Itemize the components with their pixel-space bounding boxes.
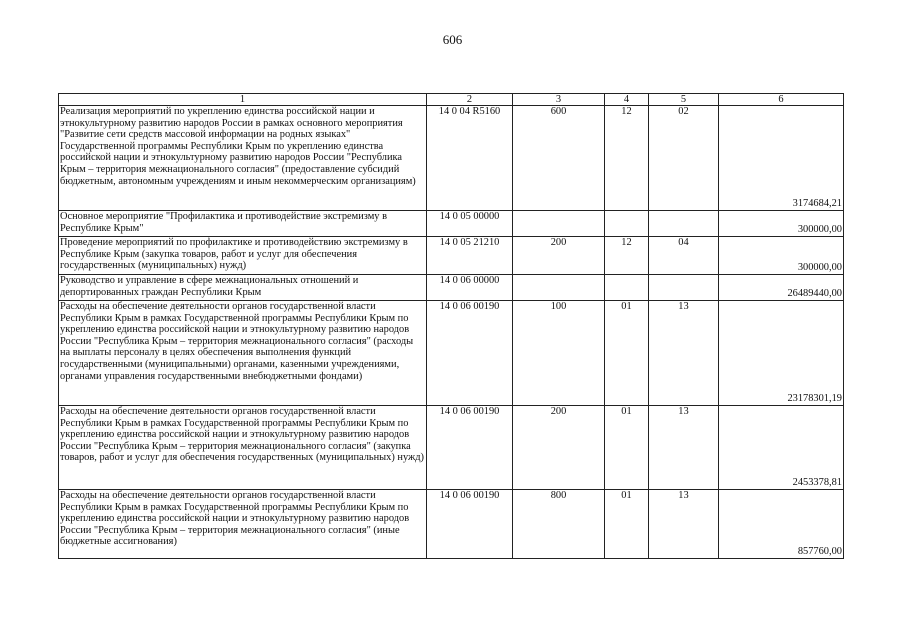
column-header-2: 2	[427, 94, 513, 106]
row-amount: 300000,00	[719, 237, 844, 275]
row-subsection: 02	[649, 106, 719, 211]
row-expense-type: 200	[513, 406, 605, 490]
row-name: Расходы на обеспечение деятельности органов государственной власти Республики Крым в рамках Государственной программы Республики Крым по укреплению единства российской нации и этнокультурному развитию народов России "Республика Крым – территория межнационального согласия" (расходы на выплаты персоналу в целях обеспечения выполнения функций государственными (муниципальными) органами, казенными учреждениями, органами управления государственными внебюджетными фондами)	[59, 301, 427, 406]
row-name: Проведение мероприятий по профилактике и противодействию экстремизму в Республике Крым (закупка товаров, работ и услуг для обеспечения государственных (муниципальных) нужд)	[59, 237, 427, 275]
row-subsection: 13	[649, 490, 719, 559]
row-subsection: 13	[649, 406, 719, 490]
row-section	[605, 211, 649, 237]
table-row	[59, 106, 844, 211]
row-target-code: 14 0 05 00000	[427, 211, 513, 237]
table-row	[59, 490, 844, 559]
row-name: Руководство и управление в сфере межнациональных отношений и депортированных граждан Республики Крым	[59, 275, 427, 301]
table-row	[59, 237, 844, 275]
row-amount: 3174684,21	[719, 106, 844, 211]
row-subsection	[649, 211, 719, 237]
table-row	[59, 211, 844, 237]
row-expense-type: 200	[513, 237, 605, 275]
row-expense-type	[513, 275, 605, 301]
page-number: 606	[442, 32, 463, 47]
row-section: 01	[605, 490, 649, 559]
row-target-code: 14 0 04 R5160	[427, 106, 513, 211]
row-expense-type: 100	[513, 301, 605, 406]
row-expense-type: 800	[513, 490, 605, 559]
row-section: 01	[605, 301, 649, 406]
column-header-3: 3	[513, 94, 605, 106]
row-target-code: 14 0 05 21210	[427, 237, 513, 275]
row-target-code: 14 0 06 00190	[427, 490, 513, 559]
row-target-code: 14 0 06 00190	[427, 301, 513, 406]
row-target-code: 14 0 06 00000	[427, 275, 513, 301]
row-amount: 857760,00	[719, 490, 844, 559]
row-expense-type	[513, 211, 605, 237]
column-header-6: 6	[719, 94, 844, 106]
row-section: 12	[605, 237, 649, 275]
column-header-5: 5	[649, 94, 719, 106]
row-amount: 26489440,00	[719, 275, 844, 301]
table-row	[59, 275, 844, 301]
row-expense-type: 600	[513, 106, 605, 211]
column-header-1: 1	[59, 94, 427, 106]
row-name: Расходы на обеспечение деятельности органов государственной власти Республики Крым в рамках Государственной программы Республики Крым по укреплению единства российской нации и этнокультурному развитию народов России "Республика Крым – территория межнационального согласия" (закупка товаров, работ и услуг для обеспечения государственных (муниципальных) нужд)	[59, 406, 427, 490]
table-row	[59, 406, 844, 490]
row-name: Основное мероприятие "Профилактика и противодействие экстремизму в Республике Крым"	[59, 211, 427, 237]
row-amount: 23178301,19	[719, 301, 844, 406]
row-name: Расходы на обеспечение деятельности органов государственной власти Республики Крым в рамках Государственной программы Республики Крым по укреплению единства российской нации и этнокультурному развитию народов России "Республика Крым – территория межнационального согласия" (иные бюджетные ассигнования)	[59, 490, 427, 559]
row-name: Реализация мероприятий по укреплению единства российской нации и этнокультурному развитию народов России в рамках основного мероприятия "Развитие сети средств массовой информации на родных языках" Государственной программы Республики Крым по укреплению единства российской нации и этнокультурному развитию народов России "Республика Крым – территория межнационального согласия" (предоставление субсидий бюджетным, автономным учреждениям и иным некоммерческим организациям)	[59, 106, 427, 211]
row-amount: 300000,00	[719, 211, 844, 237]
row-target-code: 14 0 06 00190	[427, 406, 513, 490]
row-section	[605, 275, 649, 301]
table-header-row	[59, 94, 844, 106]
table-row	[59, 301, 844, 406]
row-amount: 2453378,81	[719, 406, 844, 490]
row-subsection: 04	[649, 237, 719, 275]
row-section: 12	[605, 106, 649, 211]
row-subsection: 13	[649, 301, 719, 406]
column-header-4: 4	[605, 94, 649, 106]
budget-table	[58, 93, 844, 559]
row-subsection	[649, 275, 719, 301]
row-section: 01	[605, 406, 649, 490]
